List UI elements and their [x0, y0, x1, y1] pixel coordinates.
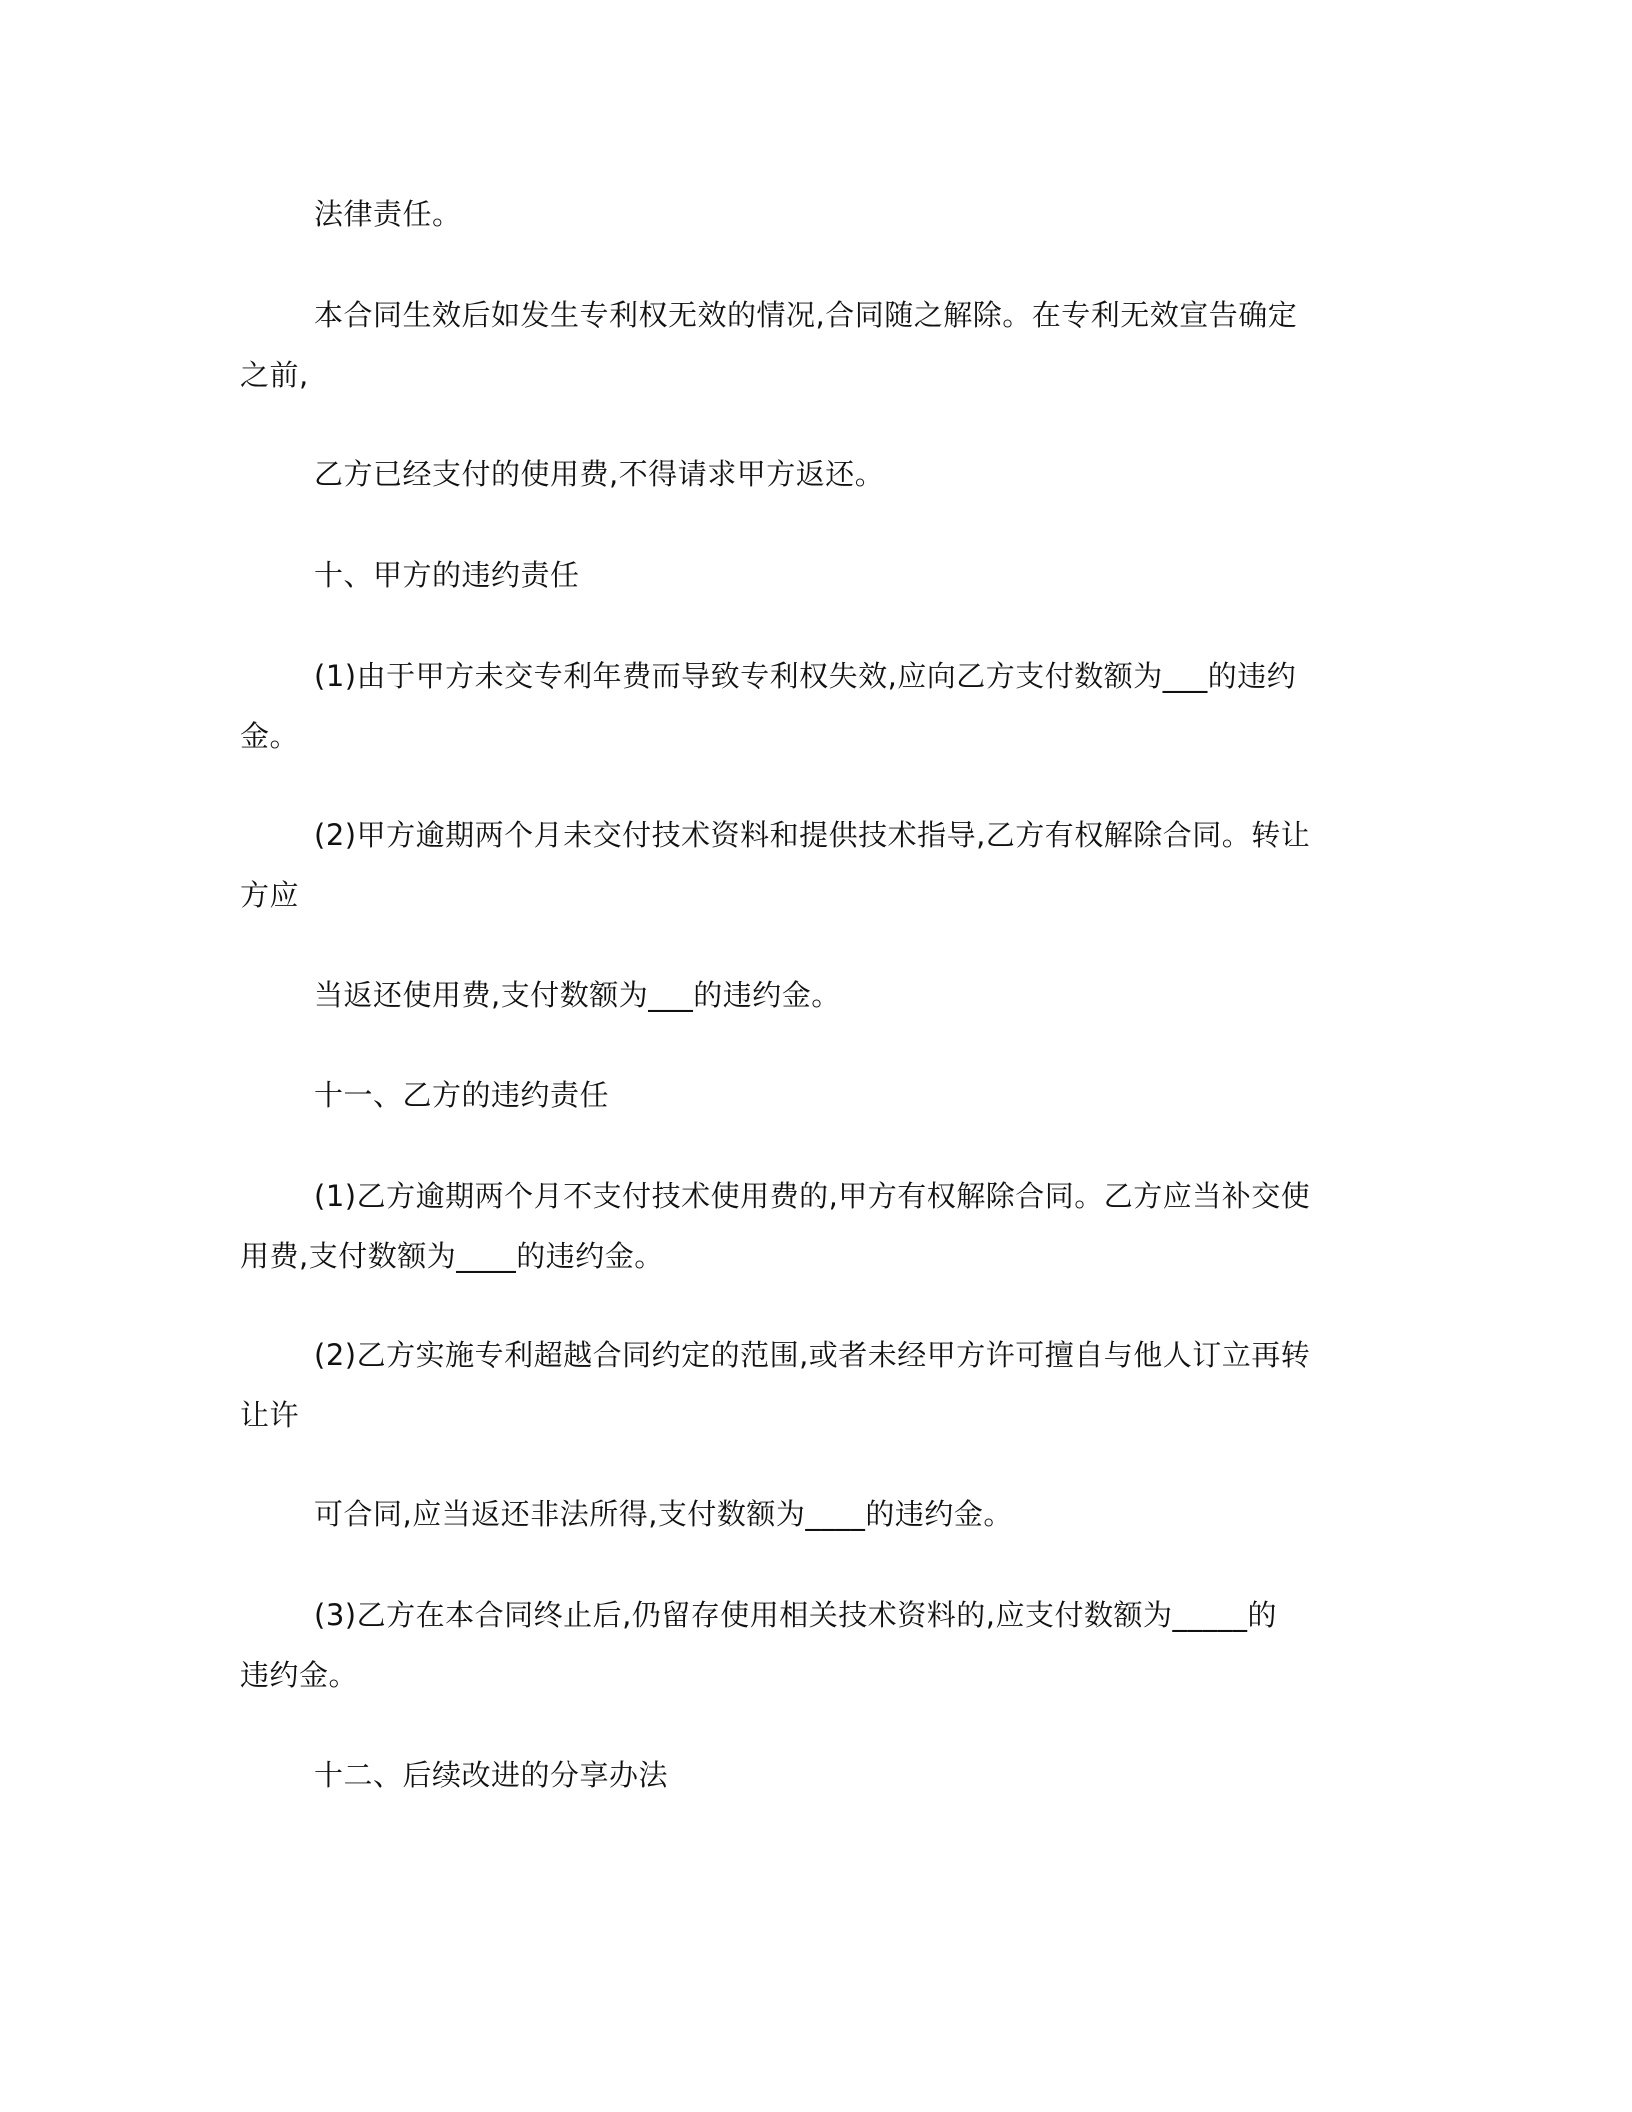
paragraph-line: 之前,: [240, 358, 309, 392]
paragraph-line: 金。: [240, 719, 300, 753]
paragraph-line: (2)甲方逾期两个月未交付技术资料和提供技术指导,乙方有权解除合同。转让: [314, 818, 1311, 852]
paragraph-line: (1)乙方逾期两个月不支付技术使用费的,甲方有权解除合同。乙方应当补交使: [314, 1179, 1311, 1213]
paragraph-line: 乙方已经支付的使用费,不得请求甲方返还。: [314, 457, 885, 491]
paragraph-line: 本合同生效后如发生专利权无效的情况,合同随之解除。在专利无效宣告确定: [314, 298, 1298, 332]
paragraph-line: (1)由于甲方未交专利年费而导致专利权失效,应向乙方支付数额为___的违约: [314, 659, 1297, 693]
section-heading: 十、甲方的违约责任: [314, 558, 580, 592]
paragraph-line: (3)乙方在本合同终止后,仍留存使用相关技术资料的,应支付数额为_____的: [314, 1598, 1278, 1632]
section-heading: 十二、后续改进的分享办法: [314, 1758, 669, 1792]
paragraph-line: 用费,支付数额为____的违约金。: [240, 1239, 664, 1273]
section-heading: 十一、乙方的违约责任: [314, 1078, 610, 1112]
paragraph-line: 让许: [240, 1398, 300, 1432]
paragraph-line: 方应: [240, 878, 300, 912]
paragraph-line: 当返还使用费,支付数额为___的违约金。: [314, 978, 841, 1012]
paragraph-line: 法律责任。: [314, 197, 462, 231]
paragraph-line: 违约金。: [240, 1658, 359, 1692]
paragraph-line: 可合同,应当返还非法所得,支付数额为____的违约金。: [314, 1497, 1013, 1531]
paragraph-line: (2)乙方实施专利超越合同约定的范围,或者未经甲方许可擅自与他人订立再转: [314, 1338, 1311, 1372]
